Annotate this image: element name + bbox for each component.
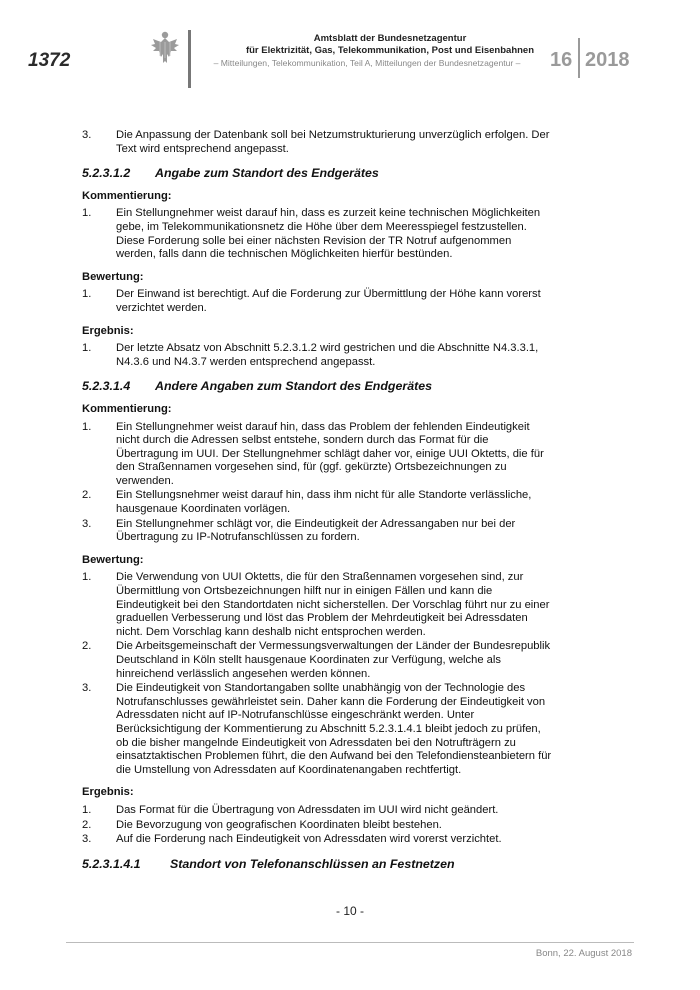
publication-title — [200, 33, 580, 57]
item-text: Die Bevorzugung von geografischen Koordinaten bleibt bestehen. — [116, 818, 442, 831]
document-body — [82, 129, 552, 875]
publication-title-line2: für Elektrizität, Gas, Telekommunikation, Post und Eisenbahnen — [245, 45, 535, 56]
page-header — [0, 0, 700, 90]
issue-year: 2018 — [585, 49, 630, 71]
section-title: Angabe zum Standort des Endgerätes — [155, 166, 379, 181]
list-item — [82, 129, 552, 156]
list-item — [82, 640, 552, 681]
list-item — [82, 342, 552, 369]
item-number: 1. — [82, 420, 92, 433]
section-number: 5.2.3.1.4 — [82, 379, 131, 394]
item-text: Ein Stellungnehmer schlägt vor, die Eindeutigkeit der Adressangaben nur bei der Übertragung zu IP-Notrufanschlüssen zu fordern. — [116, 517, 516, 544]
kommentierung-label: Kommentierung: — [82, 189, 172, 202]
list-item — [82, 421, 552, 489]
item-number: 3. — [82, 517, 92, 530]
item-text: Der Einwand ist berechtigt. Auf die Forderung zur Übermittlung der Höhe kann vorerst verzichtet werden. — [116, 288, 541, 314]
item-text: Die Eindeutigkeit von Standortangaben sollte unabhängig von der Technologie des Notrufanschlusses gewährleistet sein. Daher kann die Forderung der Eindeutigkeit von Adressdaten nicht auf IP-Notrufanschlüsse eingeschränkt werden. Unter Berücksichtigung der Kommentierung zu Abschnitt 5.2.3.1.4.1 bleibt jedoch zu prüfen, ob die bisher mangelnde Eindeutigkeit von Adressdaten bei den Notrufträgern zu einsatztaktischen Problemen führt, die den Aufwand bei den Telefondiensteanbietern für die Umstellung von Adressdaten auf Koordinatenangaben rechtfertigt. — [116, 682, 552, 776]
item-number: 1. — [82, 288, 92, 301]
item-text: Ein Stellungsnehmer weist darauf hin, dass ihm nicht für alle Standorte verlässliche, hausgenaue Koordinaten vorlägen. — [116, 489, 532, 516]
ergebnis-label: Ergebnis: — [82, 324, 134, 337]
publication-subtitle: – Mitteilungen, Telekommunikation, Teil A, Mitteilungen der Bundesnetzagentur – — [213, 58, 521, 68]
issue-number: 16 — [550, 49, 573, 71]
item-number: 1. — [82, 803, 92, 816]
section-title: Andere Angaben zum Standort des Endgerätes — [155, 379, 432, 394]
item-number: 2. — [82, 818, 92, 831]
list-item — [82, 518, 552, 545]
list-item — [82, 489, 552, 516]
list-item — [82, 571, 552, 639]
item-text: Die Verwendung von UUI Oktetts, die für den Straßennamen vorgesehen sind, zur Übermittlung von Ortsbezeichnungen hilft nur in einigen Fällen und kann die Eindeutigkeit bei den Standortdaten nicht sicherstellen. Der Vorschlag führt nur zu einer graduellen Verbesserung und löst das Problem der Mehrdeutigkeit bei Adressdaten nicht. Dem Vorschlag kann deshalb nicht entsprochen werden. — [116, 571, 550, 638]
section-number: 5.2.3.1.4.1 — [82, 856, 141, 871]
item-number: 3. — [82, 129, 92, 141]
item-number: 2. — [82, 640, 92, 653]
item-number: 3. — [82, 682, 92, 695]
item-text: Die Arbeitsgemeinschaft der Vermessungsverwaltungen der Länder der Bundesrepublik Deutschland in Köln stellt hausgenaue Koordinaten zur Verfügung, welche als hinreichend verlässlich angesehen werden können. — [116, 640, 551, 680]
footer-divider — [66, 942, 634, 943]
kommentierung-label: Kommentierung: — [82, 402, 172, 415]
item-text: Die Anpassung der Datenbank soll bei Netzumstrukturierung unverzüglich erfolgen. Der Text wird entsprechend angepasst. — [116, 129, 550, 155]
item-text: Auf die Forderung nach Eindeutigkeit von Adressdaten wird vorerst verzichtet. — [116, 833, 502, 846]
ergebnis-label: Ergebnis: — [82, 786, 134, 799]
publication-title-line1: Amtsblatt der Bundesnetzagentur — [313, 33, 467, 44]
item-text: Ein Stellungnehmer weist darauf hin, dass das Problem der fehlenden Eindeutigkeit nicht durch die Adressen selbst entstehe, sondern durch das Format für die Übertragung im UUI. Der Stellungnehmer schlägt daher vor, einige UUI Oktetts, die für den Straßennamen vorgesehen sind, für (ggf. gekürzte) Ortsbezeichnungen zu verwenden. — [116, 420, 544, 487]
page-number: 1372 — [28, 50, 71, 71]
list-item — [82, 804, 552, 818]
item-text: Der letzte Absatz von Abschnitt 5.2.3.1.2 wird gestrichen und die Abschnitte N4.3.3.1, N4.3.6 und N4.3.7 werden entsprechend angepasst. — [116, 342, 539, 368]
item-number: 1. — [82, 571, 92, 584]
bewertung-label: Bewertung: — [82, 270, 144, 283]
section-title: Standort von Telefonanschlüssen an Festnetzen — [170, 856, 455, 871]
item-text: Das Format für die Übertragung von Adressdaten im UUI wird nicht geändert. — [116, 803, 499, 816]
list-item — [82, 288, 552, 315]
section-heading — [82, 167, 552, 181]
list-item — [82, 819, 552, 833]
item-text: Ein Stellungnehmer weist darauf hin, dass es zurzeit keine technischen Möglichkeiten gebe, im Telekommunikationsnetz die Höhe über dem Meeresspiegel festzustellen. Diese Forderung solle bei einer nächsten Revision der TR Notruf aufgenommen werden, falls dann die technischen Möglichkeiten hierfür bestünden. — [116, 207, 541, 261]
item-number: 1. — [82, 207, 92, 220]
federal-eagle-icon — [150, 30, 180, 66]
header-divider — [188, 30, 191, 88]
section-heading — [82, 380, 552, 394]
list-item — [82, 833, 552, 847]
item-number: 2. — [82, 489, 92, 502]
item-number: 3. — [82, 833, 92, 846]
list-item — [82, 207, 552, 261]
item-number: 1. — [82, 342, 92, 355]
section-number: 5.2.3.1.2 — [82, 166, 131, 181]
issue-divider — [578, 38, 580, 78]
footer-date: Bonn, 22. August 2018 — [535, 948, 632, 959]
list-item — [82, 682, 552, 777]
page-center-number: - 10 - — [335, 904, 364, 918]
bewertung-label: Bewertung: — [82, 553, 144, 566]
section-heading — [82, 858, 552, 872]
